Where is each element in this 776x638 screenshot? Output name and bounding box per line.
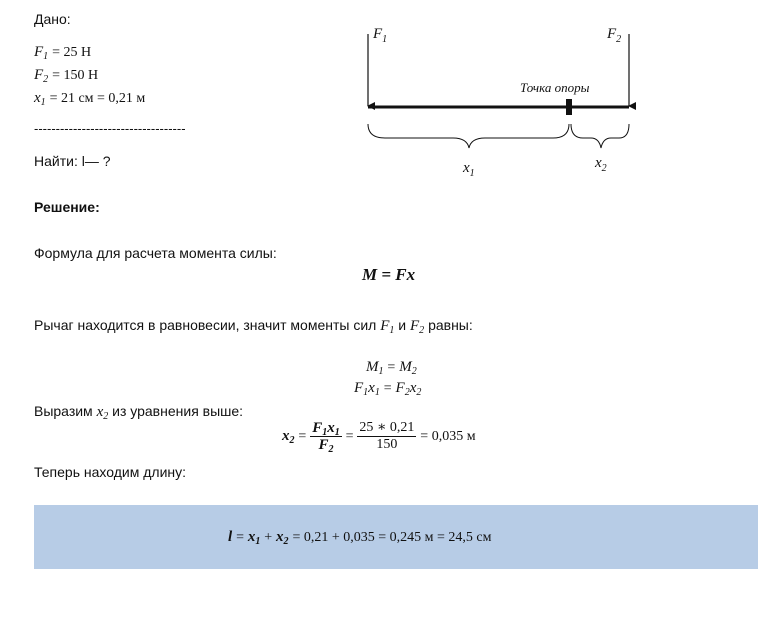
final-equation: $l = x_1 + x_2 = 0,21 + 0,035 = 0,245$ м = 24,5 см bbox=[228, 529, 492, 547]
given-x1: $x_1 = 21$ см = 0,21 м bbox=[34, 90, 146, 108]
f1-label: F bbox=[373, 26, 383, 42]
x2-result: = 0,035 м bbox=[420, 429, 476, 445]
pivot-label: Точка опоры bbox=[520, 80, 590, 95]
formula-intro: Формула для расчета момента силы: bbox=[34, 245, 277, 261]
given-heading: Дано: bbox=[34, 11, 71, 27]
x2-label-sub: 2 bbox=[601, 163, 607, 174]
equilibrium-and: и bbox=[398, 317, 407, 333]
x2-label: x bbox=[595, 155, 602, 171]
x2-equation: $x_2$ = $\frac{F_1x_1}{F_2}$ = $\frac{25 ∗ 0,21}{150}$ = 0,035 м bbox=[282, 420, 476, 455]
svg-text:x1 bbox=[462, 160, 475, 179]
f2-label-sub: 2 bbox=[616, 34, 622, 45]
given-f1-value: = 25 Н bbox=[52, 45, 92, 60]
svg-text:x2 bbox=[594, 155, 607, 174]
find-line: Найти: l— ? bbox=[34, 153, 111, 169]
symbolic-fraction: $\frac{F_1x_1}{F_2}$ bbox=[312, 420, 340, 455]
express-text-a: Выразим bbox=[34, 403, 93, 419]
equilibrium-line: Рычаг находится в равновесии, значит моменты сил $F_1$ и $F_2$ равны: bbox=[34, 317, 473, 336]
equilibrium-text-a: Рычаг находится в равновесии, значит моменты сил bbox=[34, 317, 377, 333]
f1-label-sub: 1 bbox=[382, 34, 388, 45]
x1-label: x bbox=[463, 160, 470, 176]
given-separator: ----------------------------------- bbox=[34, 121, 186, 136]
brace-x2 bbox=[571, 124, 629, 148]
express-line: Выразим $x_2$ из уравнения выше: bbox=[34, 403, 244, 422]
result-box bbox=[34, 505, 758, 569]
express-text-b: из уравнения выше: bbox=[112, 403, 244, 419]
moment-formula: M = Fx bbox=[362, 265, 416, 284]
given-f2: $F_2 = 150$ Н bbox=[34, 67, 99, 85]
length-intro: Теперь находим длину: bbox=[34, 464, 187, 480]
equation-forces-eq: = bbox=[383, 381, 392, 396]
given-f2-value: = 150 Н bbox=[52, 68, 99, 83]
numeric-fraction-den: 150 bbox=[376, 437, 398, 452]
given-f1: $F_1 = 25$ Н bbox=[34, 44, 92, 62]
brace-x1 bbox=[368, 124, 569, 148]
svg-text:F2 bbox=[606, 26, 621, 45]
solution-heading: Решение: bbox=[34, 199, 100, 215]
pivot-mark bbox=[566, 99, 572, 115]
svg-text:F1 bbox=[372, 26, 387, 45]
x1-label-sub: 1 bbox=[469, 168, 475, 179]
lever-diagram bbox=[355, 20, 655, 185]
numeric-fraction bbox=[357, 420, 416, 453]
numeric-fraction-num: 25 ∗ 0,21 bbox=[359, 420, 415, 435]
equation-forces: $F_1x_1 = F_2x_2$ bbox=[354, 380, 422, 398]
equilibrium-text-b: равны: bbox=[428, 317, 473, 333]
final-result: = 0,21 + 0,035 = 0,245 м = 24,5 см bbox=[292, 530, 492, 545]
f2-label: F bbox=[607, 26, 617, 42]
equation-moments-eq: = bbox=[387, 360, 396, 375]
given-x1-value: = 21 см = 0,21 м bbox=[49, 91, 146, 106]
equation-moments: $M_1 = M_2$ bbox=[366, 359, 417, 377]
